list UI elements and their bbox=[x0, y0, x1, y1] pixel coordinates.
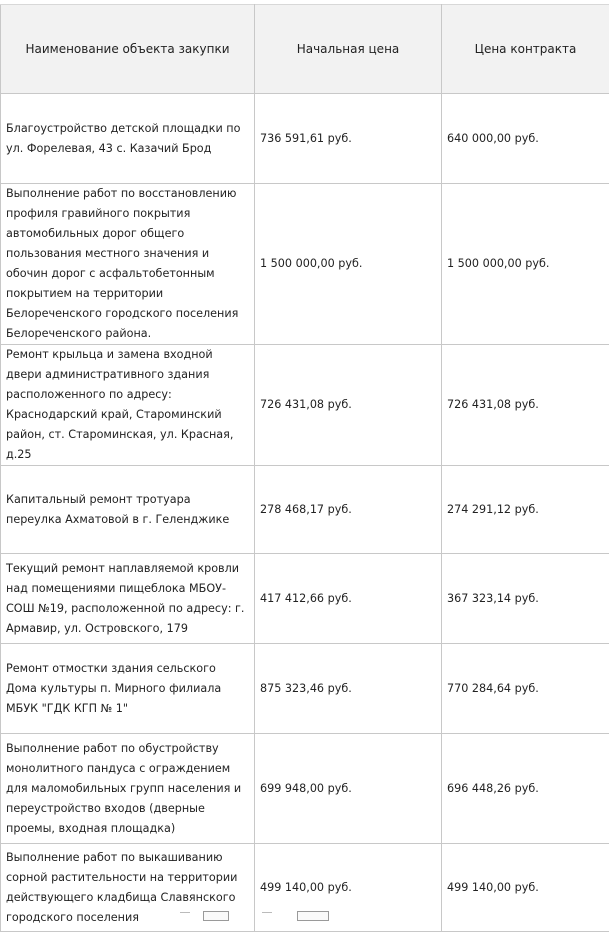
contract-price-cell: 499 140,00 руб. bbox=[442, 844, 609, 932]
initial-price-cell: 699 948,00 руб. bbox=[255, 734, 442, 844]
table-row bbox=[1, 345, 609, 466]
initial-price-cell: 278 468,17 руб. bbox=[255, 466, 442, 554]
pagination-divider bbox=[262, 912, 272, 913]
header-object-name: Наименование объекта закупки bbox=[1, 5, 255, 94]
table-row bbox=[1, 644, 609, 734]
contract-price-cell: 726 431,08 руб. bbox=[442, 345, 609, 466]
object-name-cell: Благоустройство детской площадки по ул. Форелевая, 43 с. Казачий Брод bbox=[1, 94, 255, 184]
header-initial-price: Начальная цена bbox=[255, 5, 442, 94]
initial-price-cell: 499 140,00 руб. bbox=[255, 844, 442, 932]
header-contract-price: Цена контракта bbox=[442, 5, 609, 94]
pagination-page-button[interactable] bbox=[297, 911, 329, 921]
initial-price-cell: 875 323,46 руб. bbox=[255, 644, 442, 734]
object-name-cell: Ремонт крыльца и замена входной двери административного здания расположенного по адресу: Краснодарский край, Староминский район, ст. Староминская, ул. Красная, д.25 bbox=[1, 345, 255, 466]
contract-price-cell: 274 291,12 руб. bbox=[442, 466, 609, 554]
table-row bbox=[1, 184, 609, 345]
initial-price-cell: 736 591,61 руб. bbox=[255, 94, 442, 184]
contract-price-cell: 1 500 000,00 руб. bbox=[442, 184, 609, 345]
object-name-cell: Выполнение работ по выкашиванию сорной растительности на территории действующего кладбища Славянского городского поселения bbox=[1, 844, 255, 932]
pagination-page-button[interactable] bbox=[203, 911, 229, 921]
table-row bbox=[1, 734, 609, 844]
table-row bbox=[1, 466, 609, 554]
contract-price-cell: 640 000,00 руб. bbox=[442, 94, 609, 184]
table-header-row bbox=[1, 5, 609, 94]
contract-price-cell: 770 284,64 руб. bbox=[442, 644, 609, 734]
table-row bbox=[1, 94, 609, 184]
table-row bbox=[1, 554, 609, 644]
pagination bbox=[0, 909, 609, 914]
contract-price-cell: 696 448,26 руб. bbox=[442, 734, 609, 844]
contract-price-cell: 367 323,14 руб. bbox=[442, 554, 609, 644]
procurement-table bbox=[0, 4, 609, 932]
object-name-cell: Выполнение работ по обустройству монолитного пандуса с ограждением для маломобильных групп населения и переустройство входов (дверные проемы, входная площадка) bbox=[1, 734, 255, 844]
initial-price-cell: 726 431,08 руб. bbox=[255, 345, 442, 466]
initial-price-cell: 417 412,66 руб. bbox=[255, 554, 442, 644]
initial-price-cell: 1 500 000,00 руб. bbox=[255, 184, 442, 345]
pagination-divider bbox=[180, 912, 190, 913]
object-name-cell: Выполнение работ по восстановлению профиля гравийного покрытия автомобильных дорог общего пользования местного значения и обочин дорог с асфальтобетонным покрытием на территории Белореченского городского поселения Белореченского района. bbox=[1, 184, 255, 345]
object-name-cell: Капитальный ремонт тротуара переулка Ахматовой в г. Геленджике bbox=[1, 466, 255, 554]
object-name-cell: Ремонт отмостки здания сельского Дома культуры п. Мирного филиала МБУК "ГДК КГП № 1" bbox=[1, 644, 255, 734]
object-name-cell: Текущий ремонт наплавляемой кровли над помещениями пищеблока МБОУ- СОШ №19, расположенной по адресу: г. Армавир, ул. Островского, 179 bbox=[1, 554, 255, 644]
